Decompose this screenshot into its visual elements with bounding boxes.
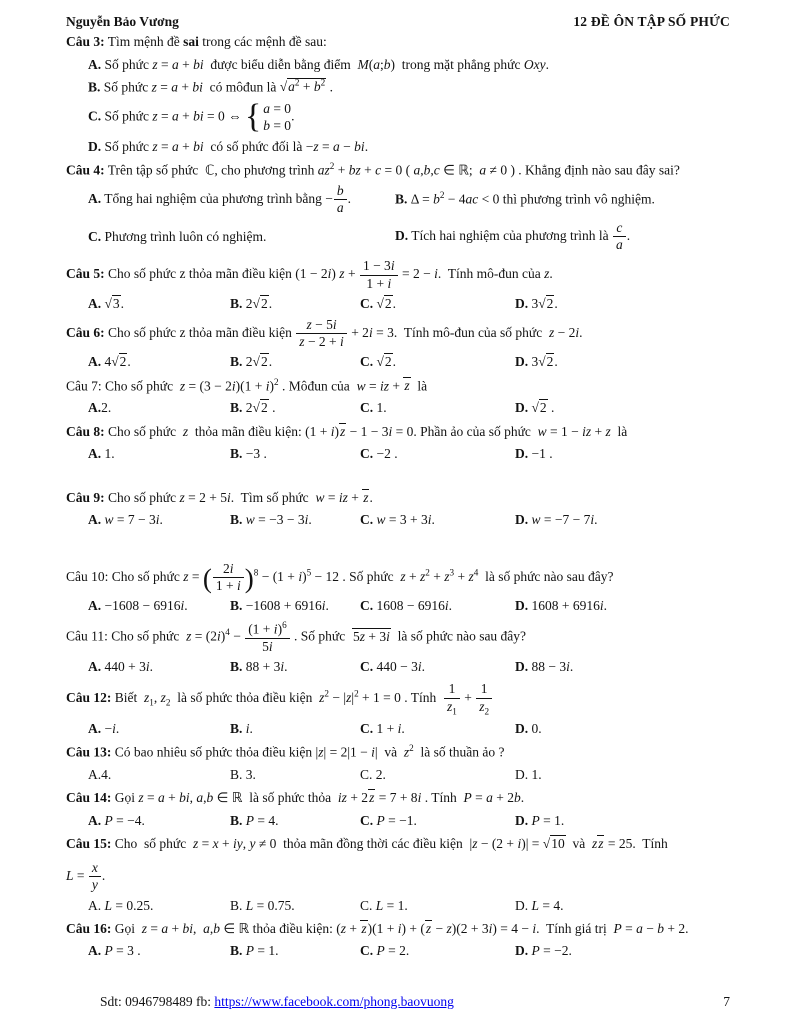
- answer-option: C. Phương trình luôn có nghiệm.: [88, 228, 267, 244]
- answer-option: A. 4 √ 2.: [88, 352, 230, 372]
- page-number: 7: [723, 993, 730, 1009]
- answer-row: [66, 55, 730, 157]
- answer-option: B. 2 √ 2.: [230, 352, 360, 372]
- question-cau-4: [66, 160, 730, 254]
- question-cau-3: [66, 32, 730, 157]
- question-cau-11: [66, 620, 730, 677]
- answer-option: D. 3 √ 2.: [515, 352, 730, 372]
- question-stem: Câu 6: Cho số phức z thỏa mãn điều kiện $\frac{z - 5i}{z - 2 + i}$ + 2i = 3. Tính mô-đun của số phức z − 2i.: [66, 316, 583, 350]
- question-number: Câu 12:: [66, 690, 112, 706]
- question-number: Câu 4:: [66, 162, 105, 178]
- question-stem: Câu 12: Biết $z_1$, $z_2$ là số phức thỏa điều kiện $z^2 - |z|^2 + 1 = 0$ . Tính $\frac{1}{z_1}$ + $\frac{1}{z_2}$: [66, 681, 730, 717]
- question-number: Câu 9:: [66, 490, 105, 506]
- page-footer: [66, 992, 730, 1012]
- answer-option: B. $\Delta = b^2 - 4ac < 0$ thì phương trình vô nghiệm.: [395, 189, 655, 207]
- answer-option: A. P = −4.: [88, 812, 145, 828]
- answer-option: D. √ 2 .: [515, 398, 730, 418]
- answer-option: D. 1608 + 6916i.: [515, 597, 608, 613]
- answer-row: [66, 352, 730, 372]
- answer-option: B. 3.: [230, 767, 256, 783]
- question-number: Câu 13:: [66, 744, 112, 760]
- question-stem: Câu 9: Cho số phức z = 2 + 5i. Tìm số phức w = iz + z.: [66, 490, 373, 506]
- answer-option: A. w = 7 − 3i.: [88, 512, 163, 528]
- answer-option: B. P = 4.: [230, 812, 279, 828]
- question-stem: Câu 10: Cho số phức z = ( $\frac{2i}{1 + i}$ )$^8 - (1 + i)^5 - 12$ . Số phức $z + z^2 + z^3 + z^4$ là số phức nào sau đây?: [66, 560, 614, 593]
- answer-option: B. Số phức z = a + bi có môđun là √ $a^2 + b^2$ .: [88, 77, 730, 98]
- question-stem: Câu 15: Cho số phức z = x + iy, y ≠ 0 thỏa mãn đồng thời các điều kiện |z − (2 + i)| = √ 10 và zz = 25. Tính L = $\frac{x}{y}$ .: [66, 834, 730, 894]
- answer-option: D. 3 √ 2.: [515, 294, 730, 314]
- question-stem: Câu 4: Trên tập số phức ℂ, cho phương trình $az^2$ + bz + c = 0 ( a,b,c ∈ ℝ; a ≠ 0 ) . Khẳng định nào sau đây sai?: [66, 160, 680, 178]
- question-number: Câu 14:: [66, 790, 112, 806]
- answer-option: D. 1.: [515, 767, 542, 783]
- question-number: Câu 11:: [66, 628, 108, 644]
- question-cau-6: [66, 317, 730, 373]
- question-cau-10: [66, 561, 730, 617]
- author-name: Nguyễn Bảo Vương: [66, 14, 179, 29]
- answer-row: [66, 183, 730, 254]
- answer-row: [66, 510, 730, 530]
- answer-row: [66, 719, 730, 739]
- answer-option: C. P = −1.: [360, 812, 417, 828]
- answer-option: C. P = 2.: [360, 943, 410, 959]
- document-title: 12 ĐỀ ÔN TẬP SỐ PHỨC: [573, 14, 730, 29]
- question-number: Câu 15:: [66, 835, 112, 851]
- answer-option: A. Tổng hai nghiệm của phương trình bằng − $\frac{b}{a}$ .: [88, 182, 352, 215]
- question-stem: Câu 14: Gọi z = a + bi, a,b ∈ ℝ là số phức thỏa iz + 2z = 7 + 8i . Tính P = a + 2b.: [66, 790, 525, 806]
- answer-option: B. −3 .: [230, 445, 267, 461]
- question-cau-5: [66, 258, 730, 314]
- answer-row: [66, 596, 730, 616]
- answer-option: C. w = 3 + 3i.: [360, 512, 435, 528]
- answer-row: [66, 657, 730, 677]
- answer-option: A. L = 0.25.: [88, 897, 154, 913]
- question-number: Câu 16:: [66, 920, 112, 936]
- answer-option: B. i.: [230, 721, 253, 737]
- question-number: Câu 10:: [66, 568, 109, 584]
- answer-option: D. 88 − 3i.: [515, 659, 574, 675]
- answer-option: B. 88 + 3i.: [230, 659, 288, 675]
- question-cau-7: [66, 376, 730, 419]
- answer-option: B. 2 √ 2 .: [230, 398, 360, 418]
- question-stem: Câu 8: Cho số phức z thỏa mãn điều kiện: (1 + i)z − 1 − 3i = 0. Phần ảo của số phức w = 1 − iz + z là: [66, 423, 628, 439]
- answer-option: A. √ 3.: [88, 294, 230, 314]
- question-cau-8: [66, 422, 730, 465]
- answer-row: [66, 896, 730, 916]
- answer-option: C. √ 2.: [360, 352, 515, 372]
- footer-contact: [100, 992, 454, 1012]
- answer-option: A. −i.: [88, 721, 120, 737]
- answer-option: C. −2 .: [360, 445, 398, 461]
- answer-option: C. √ 2.: [360, 294, 515, 314]
- question-stem: Câu 5: Cho số phức z thỏa mãn điều kiện (1 − 2i) z + $\frac{1 - 3i}{1 + i}$ = 2 − i. Tính mô-đun của z.: [66, 258, 553, 291]
- answer-row: [66, 941, 730, 961]
- question-stem: Câu 11: Cho số phức $z = (2i)^4$ − $\frac{(1 + i)^6}{5i}$ . Số phức 5z + 3i là số phức nào sau đây?: [66, 620, 527, 654]
- question-stem: Câu 16: Gọi z = a + bi, a,b ∈ ℝ thỏa điều kiện: (z + z)(1 + i) + (z − z)(2 + 3i) = 4 − i. Tính giá trị P = a − b + 2.: [66, 920, 689, 936]
- answer-option: A. 440 + 3i.: [88, 659, 154, 675]
- question-cau-14: [66, 788, 730, 831]
- answer-option: D. w = −7 − 7i.: [515, 512, 598, 528]
- question-stem: Câu 13: Có bao nhiêu số phức thỏa điều kiện |z| = 2|1 − i| và $z^2$ là số thuần ảo ?: [66, 743, 505, 760]
- question-number: Câu 3:: [66, 34, 105, 50]
- question-number: Câu 8:: [66, 423, 105, 439]
- answer-option: A.2.: [88, 400, 112, 416]
- answer-option: D. P = 1.: [515, 812, 565, 828]
- answer-option: A. Số phức z = a + bi được biểu diễn bằng điểm M(a;b) trong mặt phẳng phức Oxy.: [88, 56, 549, 72]
- question-cau-13: [66, 742, 730, 785]
- answer-option: D. 0.: [515, 721, 542, 737]
- answer-option: D. −1 .: [515, 445, 553, 461]
- question-cau-9: [66, 488, 730, 531]
- question-stem: Câu 7: Cho số phức $z = (3 - 2i)(1 + i)^2$ . Môđun của w = iz + z là: [66, 376, 428, 394]
- question-cau-12: [66, 681, 730, 739]
- answer-option: A.4.: [88, 767, 112, 783]
- answer-option: B. P = 1.: [230, 943, 279, 959]
- answer-row: [66, 398, 730, 418]
- answer-option: B. L = 0.75.: [230, 897, 295, 913]
- question-list: [66, 32, 730, 992]
- answer-option: B. w = −3 − 3i.: [230, 512, 312, 528]
- answer-option: A. 1.: [88, 445, 115, 461]
- question-number: Câu 6:: [66, 324, 105, 340]
- question-cau-15: [66, 834, 730, 916]
- page-header: [66, 12, 730, 32]
- answer-option: D. L = 4.: [515, 897, 564, 913]
- question-number: Câu 7:: [66, 378, 102, 394]
- answer-option: D. P = −2.: [515, 943, 572, 959]
- answer-option: C. L = 1.: [360, 897, 408, 913]
- answer-option: A. P = 3 .: [88, 943, 141, 959]
- question-cau-16: [66, 919, 730, 962]
- answer-option: C. 1.: [360, 400, 387, 416]
- answer-option: C. 1 + i.: [360, 721, 405, 737]
- answer-option: C. 440 − 3i.: [360, 659, 426, 675]
- footer-contact-label: Sdt: 0946798489 fb:: [100, 993, 215, 1009]
- answer-option: D. Số phức z = a + bi có số phức đối là −z = a − bi.: [88, 138, 369, 154]
- answer-option: D. Tích hai nghiệm của phương trình là $\frac{c}{a}$ .: [395, 219, 631, 253]
- answer-option: C. Số phức z = a + bi = 0 ⇔ { a = 0 b = 0 .: [88, 97, 295, 135]
- answer-row: [66, 444, 730, 464]
- facebook-link[interactable]: https://www.facebook.com/phong.baovuong: [214, 993, 454, 1009]
- answer-option: C. 2.: [360, 767, 386, 783]
- answer-row: [66, 811, 730, 831]
- answer-row: [66, 294, 730, 314]
- answer-row: [66, 765, 730, 785]
- answer-option: C. 1608 − 6916i.: [360, 597, 453, 613]
- answer-option: B. 2 √ 2.: [230, 294, 360, 314]
- answer-option: A. −1608 − 6916i.: [88, 597, 188, 613]
- question-stem: Câu 3: Tìm mệnh đề sai trong các mệnh đề sau:: [66, 34, 327, 50]
- answer-option: B. −1608 + 6916i.: [230, 597, 329, 613]
- question-number: Câu 5:: [66, 266, 105, 282]
